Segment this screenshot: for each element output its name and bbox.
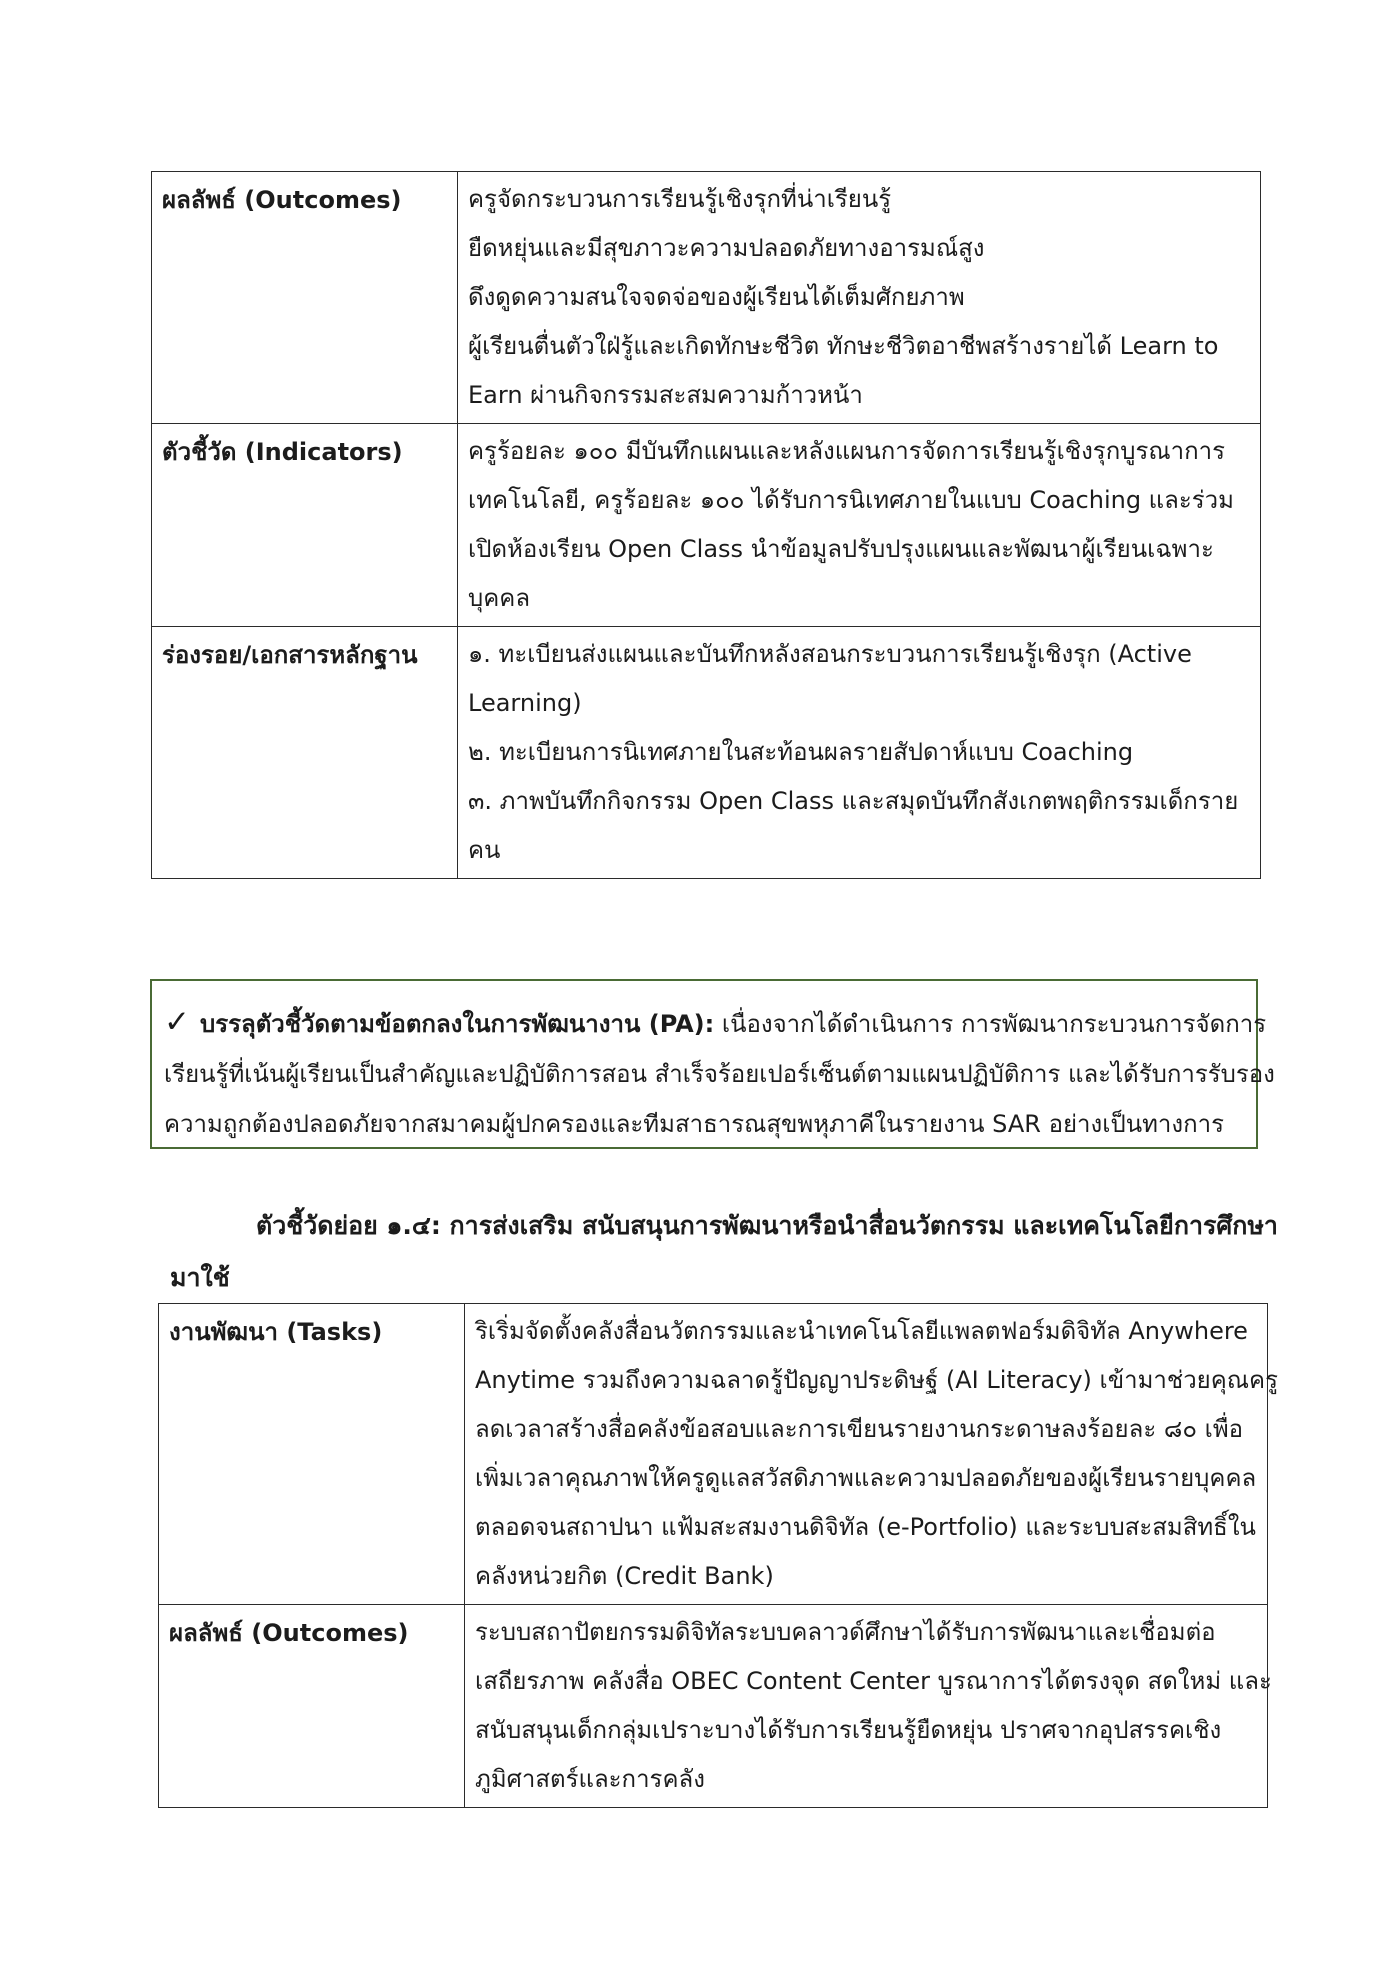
content-line: Earn ผ่านกิจกรรมสะสมความก้าวหน้า bbox=[468, 381, 863, 409]
content-line: สนับสนุนเด็กกลุ่มเปราะบางได้รับการเรียนรู้ยืดหยุ่น ปราศจากอุปสรรคเชิง bbox=[475, 1716, 1222, 1744]
row-label: ตัวชี้วัด (Indicators) bbox=[152, 424, 458, 627]
row-label: ผลลัพธ์ (Outcomes) bbox=[152, 172, 458, 424]
tasks-outcomes-table bbox=[158, 1303, 1279, 1808]
content-line: เทคโนโลยี, ครูร้อยละ ๑๐๐ ได้รับการนิเทศภายในแบบ Coaching และร่วม bbox=[468, 486, 1234, 514]
content-line: ดึงดูดความสนใจจดจ่อของผู้เรียนได้เต็มศักยภาพ bbox=[468, 283, 965, 311]
pa-line: ความถูกต้องปลอดภัยจากสมาคมผู้ปกครองและทีมสาธารณสุขพหุภาคีในรายงาน SAR อย่างเป็นทางการ bbox=[164, 1110, 1225, 1138]
content-line: เพิ่มเวลาคุณภาพให้ครูดูแลสวัสดิภาพและความปลอดภัยของผู้เรียนรายบุคคล bbox=[475, 1464, 1257, 1492]
sub-indicator-heading-line: มาใช้ bbox=[170, 1263, 230, 1292]
content-line: ครูร้อยละ ๑๐๐ มีบันทึกแผนและหลังแผนการจัดการเรียนรู้เชิงรุกบูรณาการ bbox=[468, 437, 1225, 465]
content-line: ๒. ทะเบียนการนิเทศภายในสะท้อนผลรายสัปดาห์แบบ Coaching bbox=[468, 738, 1134, 766]
content-line: ภูมิศาสตร์และการคลัง bbox=[475, 1765, 705, 1793]
content-line: Anytime รวมถึงความฉลาดรู้ปัญญาประดิษฐ์ (AI Literacy) เข้ามาช่วยคุณครู bbox=[475, 1366, 1279, 1394]
content-line: คลังหน่วยกิต (Credit Bank) bbox=[475, 1562, 774, 1590]
check-icon: ✓ bbox=[164, 1004, 190, 1040]
content-line: ลดเวลาสร้างสื่อคลังข้อสอบและการเขียนรายงานกระดาษลงร้อยละ ๘๐ เพื่อ bbox=[475, 1415, 1244, 1443]
sub-indicator-heading bbox=[170, 1200, 1278, 1304]
row-content bbox=[465, 1304, 1279, 1605]
table-row bbox=[159, 1304, 1268, 1605]
content-line: ๓. ภาพบันทึกกิจกรรม Open Class และสมุดบันทึกสังเกตพฤติกรรมเด็กราย bbox=[468, 787, 1239, 815]
row-label: ร่องรอย/เอกสารหลักฐาน bbox=[152, 627, 458, 879]
row-content bbox=[458, 424, 1261, 627]
table-row bbox=[152, 627, 1261, 879]
content-line: ผู้เรียนตื่นตัวใฝ่รู้และเกิดทักษะชีวิต ทักษะชีวิตอาชีพสร้างรายได้ Learn to bbox=[468, 332, 1219, 360]
sub-indicator-heading-line: ตัวชี้วัดย่อย ๑.๔: การส่งเสริม สนับสนุนการพัฒนาหรือนำสื่อนวัตกรรม และเทคโนโลยีการศึกษา bbox=[256, 1211, 1278, 1240]
content-line: เปิดห้องเรียน Open Class นำข้อมูลปรับปรุงแผนและพัฒนาผู้เรียนเฉพาะ bbox=[468, 535, 1214, 563]
pa-line bbox=[164, 997, 1267, 1049]
row-label: งานพัฒนา (Tasks) bbox=[159, 1304, 465, 1605]
table-row bbox=[159, 1605, 1268, 1808]
row-content bbox=[458, 627, 1261, 879]
pa-achievement-box bbox=[150, 979, 1275, 1149]
content-line: คน bbox=[468, 836, 501, 864]
content-line: เสถียรภาพ คลังสื่อ OBEC Content Center บูรณาการได้ตรงจุด สดใหม่ และ bbox=[475, 1667, 1272, 1695]
table-row bbox=[152, 172, 1261, 424]
content-line: Learning) bbox=[468, 689, 582, 717]
table-row bbox=[152, 424, 1261, 627]
content-line: ระบบสถาปัตยกรรมดิจิทัลระบบคลาวด์ศึกษาได้รับการพัฒนาและเชื่อมต่อ bbox=[475, 1618, 1216, 1646]
content-line: ครูจัดกระบวนการเรียนรู้เชิงรุกที่น่าเรียนรู้ bbox=[468, 185, 892, 213]
outcomes-indicators-table bbox=[151, 171, 1261, 879]
content-line: ริเริ่มจัดตั้งคลังสื่อนวัตกรรมและนำเทคโนโลยีแพลตฟอร์มดิจิทัล Anywhere bbox=[475, 1317, 1248, 1345]
content-line: ๑. ทะเบียนส่งแผนและบันทึกหลังสอนกระบวนการเรียนรู้เชิงรุก (Active bbox=[468, 640, 1192, 668]
content-line: ตลอดจนสถาปนา แฟ้มสะสมงานดิจิทัล (e-Portfolio) และระบบสะสมสิทธิ์ใน bbox=[475, 1513, 1256, 1541]
content-line: บุคคล bbox=[468, 584, 531, 612]
row-label: ผลลัพธ์ (Outcomes) bbox=[159, 1605, 465, 1808]
pa-text: เนื่องจากได้ดำเนินการ การพัฒนากระบวนการจัดการ bbox=[714, 1010, 1267, 1038]
row-content bbox=[458, 172, 1261, 424]
pa-heading: บรรลุตัวชี้วัดตามข้อตกลงในการพัฒนางาน (PA): bbox=[199, 1010, 715, 1038]
pa-line: เรียนรู้ที่เน้นผู้เรียนเป็นสำคัญและปฏิบัติการสอน สำเร็จร้อยเปอร์เซ็นต์ตามแผนปฏิบัติการ และได้รับการรับรอง bbox=[164, 1060, 1275, 1088]
content-line: ยืดหยุ่นและมีสุขภาวะความปลอดภัยทางอารมณ์สูง bbox=[468, 234, 985, 262]
row-content bbox=[465, 1605, 1272, 1808]
